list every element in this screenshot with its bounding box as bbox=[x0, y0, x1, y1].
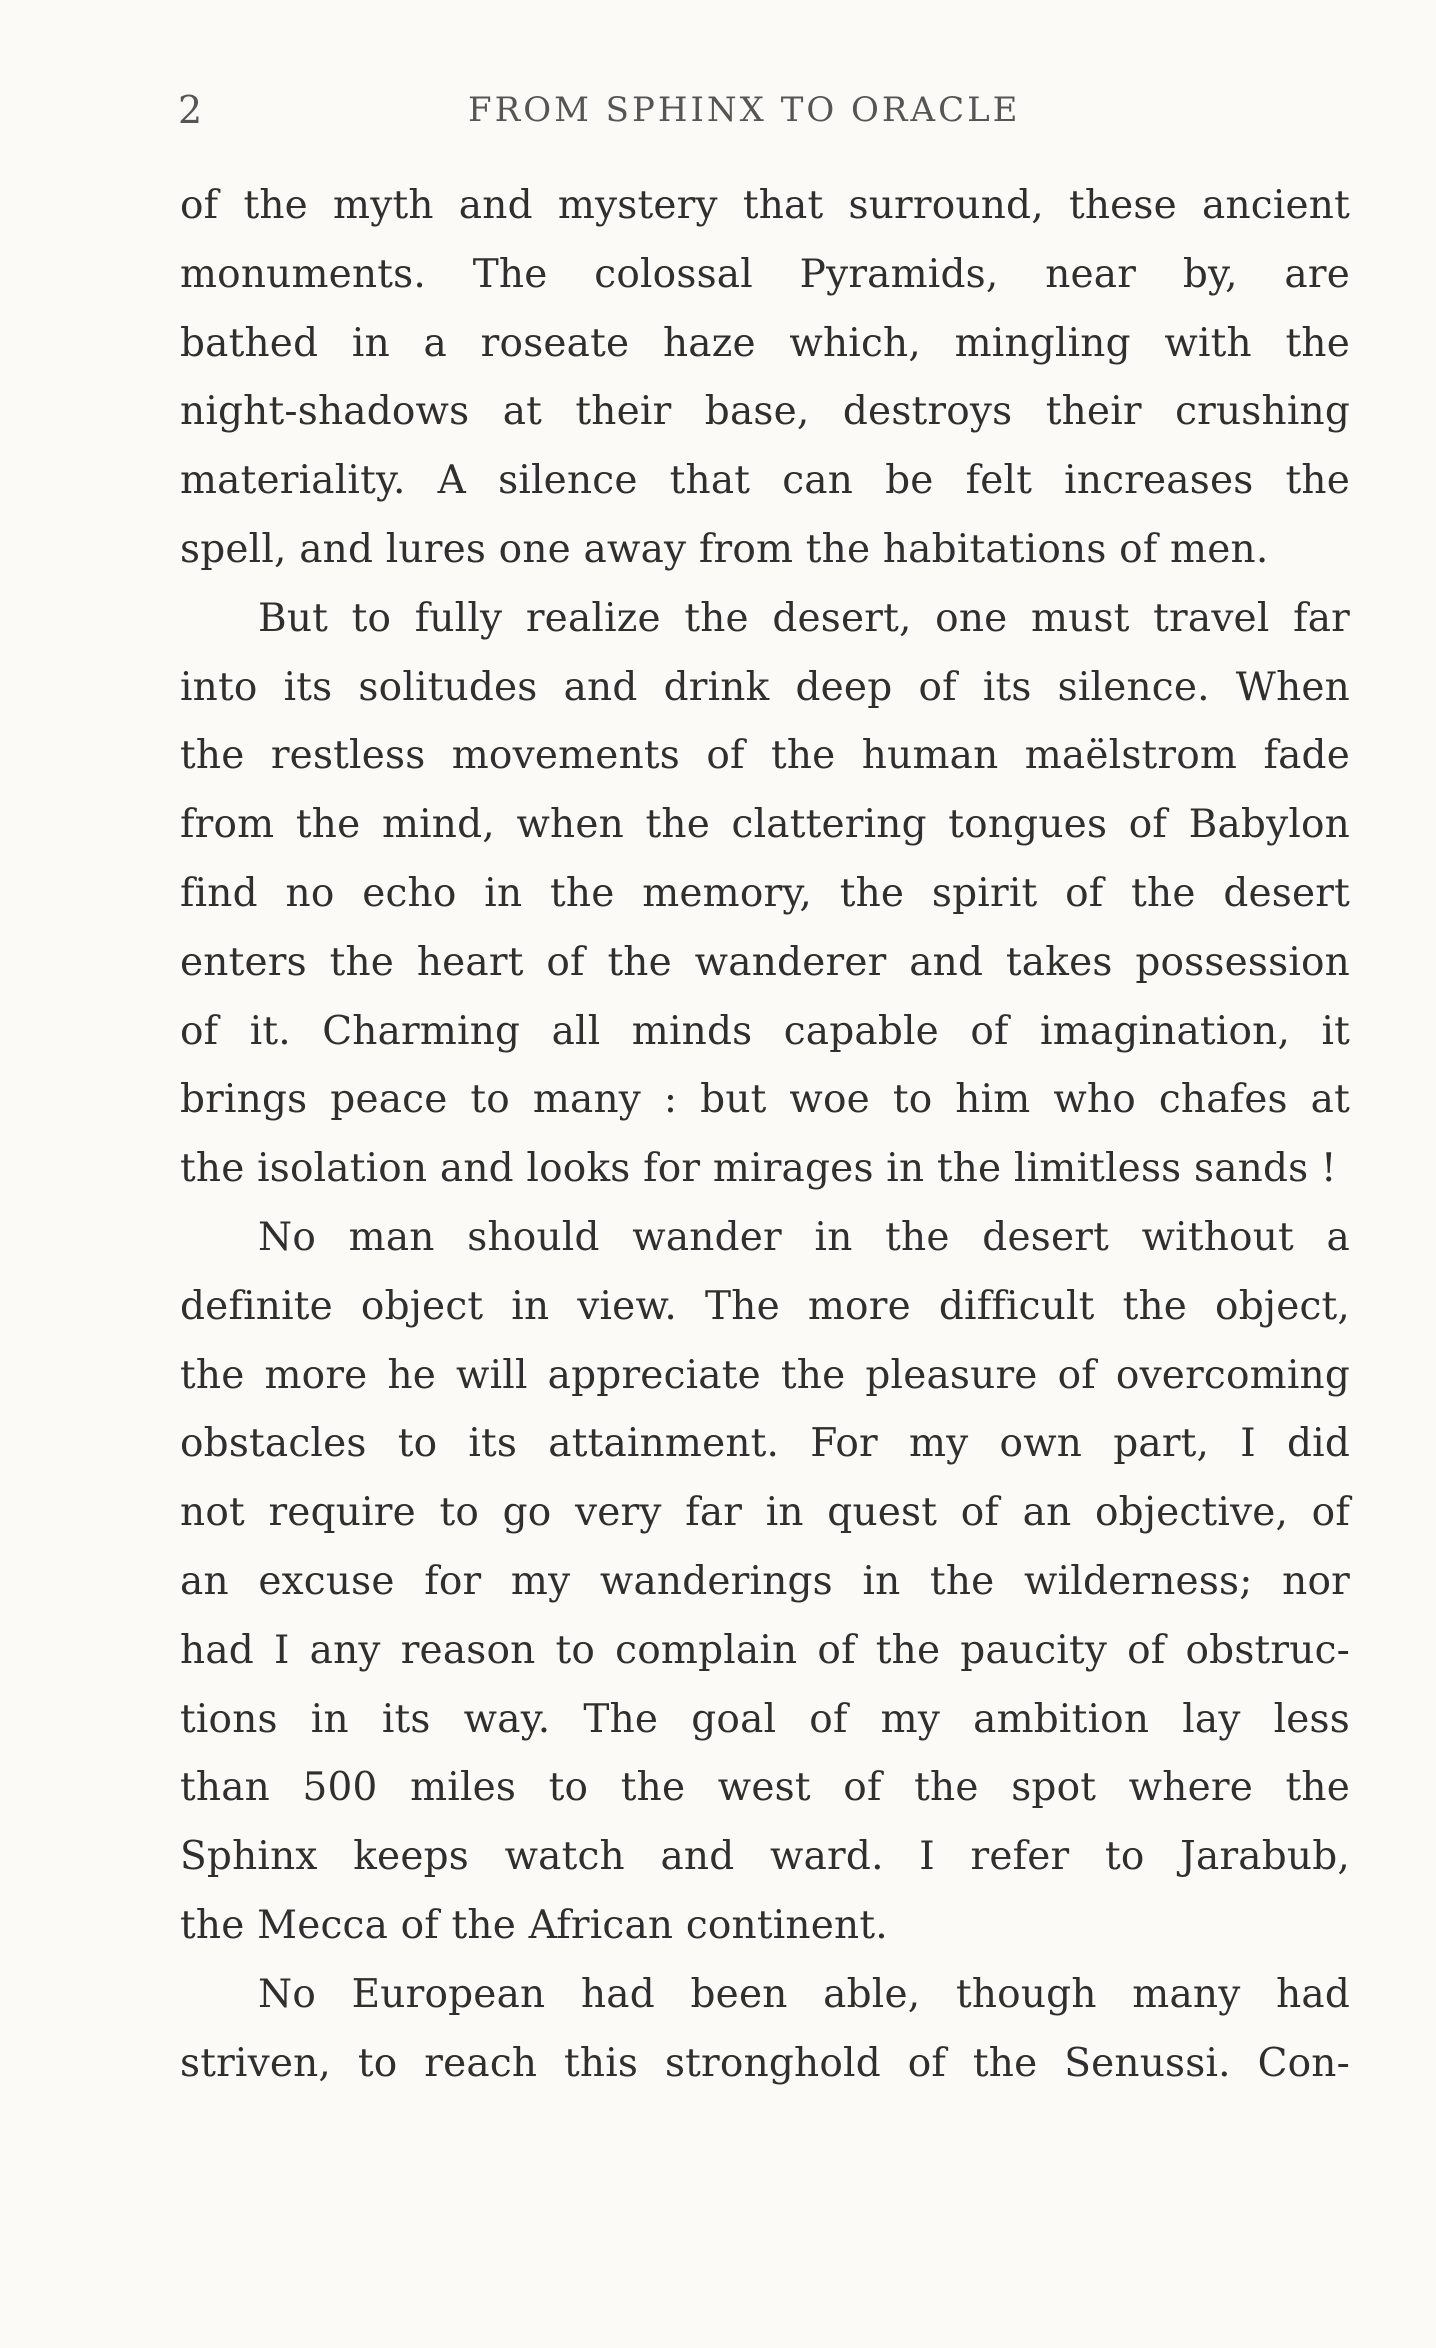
text-line: striven, to reach this stronghold of the Senussi. Con- bbox=[180, 2040, 1350, 2086]
page-number: 2 bbox=[178, 88, 204, 132]
text-line: bathed in a roseate haze which, mingling with the bbox=[180, 320, 1350, 366]
text-line: Sphinx keeps watch and ward. I refer to Jarabub, bbox=[180, 1834, 1350, 1880]
text-line: spell, and lures one away from the habitations of men. bbox=[180, 526, 1269, 572]
text-line: obstacles to its attainment. For my own part, I did bbox=[180, 1421, 1350, 1467]
text-line: an excuse for my wanderings in the wilderness; nor bbox=[180, 1558, 1350, 1604]
text-line: enters the heart of the wanderer and takes possession bbox=[180, 939, 1350, 985]
text-line: the Mecca of the African continent. bbox=[180, 1902, 888, 1948]
running-head: FROM SPHINX TO ORACLE bbox=[468, 90, 1021, 130]
page-header bbox=[178, 88, 1078, 138]
text-line: definite object in view. The more difficult the object, bbox=[180, 1283, 1350, 1329]
text-line: of it. Charming all minds capable of imagination, it bbox=[180, 1008, 1350, 1054]
text-line: of the myth and mystery that surround, these ancient bbox=[180, 183, 1350, 228]
text-line: than 500 miles to the west of the spot where the bbox=[180, 1765, 1350, 1811]
text-line: from the mind, when the clattering tongues of Babylon bbox=[180, 802, 1350, 848]
text-line: materiality. A silence that can be felt increases the bbox=[180, 458, 1350, 504]
text-line: the more he will appreciate the pleasure of overcoming bbox=[180, 1352, 1350, 1398]
text-line: the restless movements of the human maëlstrom fade bbox=[180, 733, 1350, 779]
text-line: tions in its way. The goal of my ambition lay less bbox=[180, 1696, 1350, 1742]
text-line: monuments. The colossal Pyramids, near by, are bbox=[180, 251, 1350, 297]
text-line: No European had been able, though many had bbox=[258, 1971, 1350, 2017]
text-line: into its solitudes and drink deep of its silence. When bbox=[180, 664, 1350, 710]
text-line: night-shadows at their base, destroys their crushing bbox=[180, 389, 1350, 435]
text-line: brings peace to many : but woe to him who chafes at bbox=[180, 1077, 1350, 1123]
text-line: the isolation and looks for mirages in the limitless sands ! bbox=[180, 1146, 1337, 1192]
text-line: had I any reason to complain of the paucity of obstruc- bbox=[180, 1627, 1350, 1673]
text-line: But to fully realize the desert, one must travel far bbox=[258, 595, 1350, 641]
body-text bbox=[180, 172, 1350, 2098]
text-line: find no echo in the memory, the spirit of the desert bbox=[180, 870, 1350, 916]
text-line: not require to go very far in quest of an objective, of bbox=[180, 1490, 1350, 1536]
text-line: No man should wander in the desert without a bbox=[258, 1214, 1350, 1260]
